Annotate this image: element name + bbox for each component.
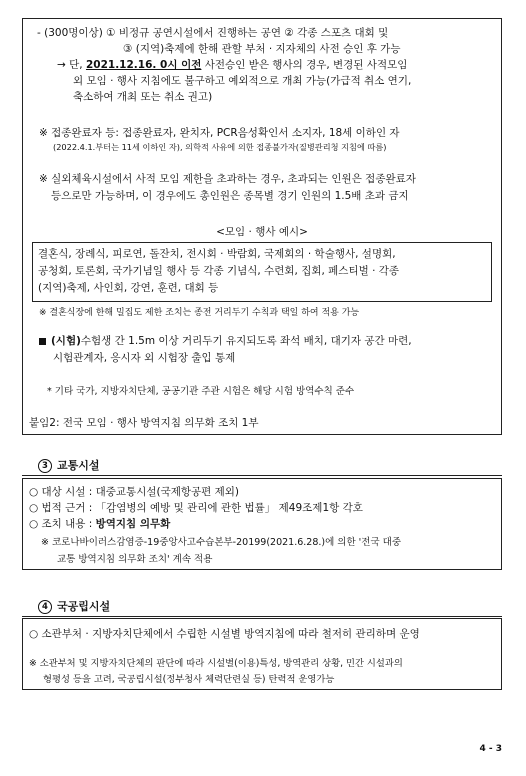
note-vaccinated-detail: (2022.4.1.부터는 11세 이하인 자), 의학적 사유에 의한 접종불가자(질병관리청 지침에 따름) xyxy=(53,142,387,152)
transport-note: 교통 방역지침 의무화 조치' 계속 적용 xyxy=(57,554,213,565)
note-outdoor: ※ 실외체육시설에서 사적 모임 제한을 초과하는 경우, 초과되는 인원은 접종완료자 xyxy=(39,173,416,185)
public-box xyxy=(22,618,502,690)
public-note: ※ 소관부처 및 지방자치단체의 판단에 따라 시설별(이용)특성, 방역관리 상황, 민간 시설과의 xyxy=(29,658,403,669)
transport-box xyxy=(22,478,502,570)
divider xyxy=(22,616,502,617)
example-line: 결혼식, 장례식, 피로연, 돌잔치, 전시회 · 박람회, 국제회의 · 학술행사, 설명회, xyxy=(38,248,396,260)
square-bullet-icon xyxy=(39,338,46,345)
date-highlight: 2021.12.16. 0시 이전 xyxy=(85,59,202,71)
transport-note: ※ 코로나바이러스감염증-19중앙사고수습본부-20199(2021.6.28.)에 의한 '전국 대중 xyxy=(41,537,402,548)
example-line: 공청회, 토론회, 국가기념일 행사 등 각종 기념식, 수련회, 집회, 페스티벌 · 각종 xyxy=(38,265,400,277)
transport-row: ○ 대상 시설 : 대중교통시설(국제항공편 제외) xyxy=(29,486,240,498)
rule-line: ③ (지역)축제에 한해 관할 부처 · 지자체의 사전 승인 후 가능 xyxy=(123,43,401,55)
section-title-transport: 3 교통시설 xyxy=(38,457,100,473)
exam-line: 시험관계자, 응시자 외 시험장 출입 통제 xyxy=(53,352,236,364)
divider xyxy=(22,475,502,476)
note-exam: * 기타 국가, 지방자치단체, 공공기관 주관 시험은 해당 시험 방역수칙 준수 xyxy=(47,386,355,397)
note-outdoor: 등으로만 가능하며, 이 경우에도 총인원은 종목별 경기 인원의 1.5배 초과 금지 xyxy=(51,190,409,202)
exception-line: 축소하여 개최 또는 취소 권고) xyxy=(73,91,213,103)
public-row: ○ 소관부처 · 지방자치단체에서 수립한 시설별 방역지침에 따라 철저히 관리하며 운영 xyxy=(29,628,420,640)
example-title: <모임 · 행사 예시> xyxy=(216,226,308,238)
circled-number-icon: 4 xyxy=(38,600,52,614)
page-number: 4 - 3 xyxy=(479,744,502,754)
transport-row: ○ 법적 근거 : 「감염병의 예방 및 관리에 관한 법률」 제49조제1항 각호 xyxy=(29,502,363,514)
exception-line: → 단, 2021.12.16. 0시 이전 사전승인 받은 행사의 경우, 변경된 사적모임 xyxy=(57,59,408,71)
note-vaccinated: ※ 접종완료자 등: 접종완료자, 완치자, PCR음성확인서 소지자, 18세 이하인 자 xyxy=(39,127,400,139)
attachment-line: 붙임2: 전국 모임 · 행사 방역지침 의무화 조치 1부 xyxy=(29,417,259,429)
rule-line: - (300명이상) ① 비정규 공연시설에서 진행하는 공연 ② 각종 스포츠 대회 및 xyxy=(37,27,389,39)
section-title-public: 4 국공립시설 xyxy=(38,598,110,614)
exam-line: (시험)수험생 간 1.5m 이상 거리두기 유지되도록 좌석 배치, 대기자 공간 마련, xyxy=(39,333,412,348)
public-note: 형평성 등을 고려, 국공립시설(정부청사 체력단련실 등) 탄력적 운영가능 xyxy=(43,674,335,685)
example-box xyxy=(32,242,492,302)
note-wedding: ※ 결혼식장에 한해 밀집도 제한 조치는 종전 거리두기 수칙과 택일 하여 적용 가능 xyxy=(39,308,360,318)
transport-row: ○ 조치 내용 : 방역지침 의무화 xyxy=(29,518,171,530)
circled-number-icon: 3 xyxy=(38,459,52,473)
example-line: (지역)축제, 사인회, 강연, 훈련, 대회 등 xyxy=(38,282,219,294)
exception-line: 외 모임 · 행사 지침에도 불구하고 예외적으로 개최 가능(가급적 취소 연기, xyxy=(73,75,412,87)
guideline-box xyxy=(22,18,502,435)
